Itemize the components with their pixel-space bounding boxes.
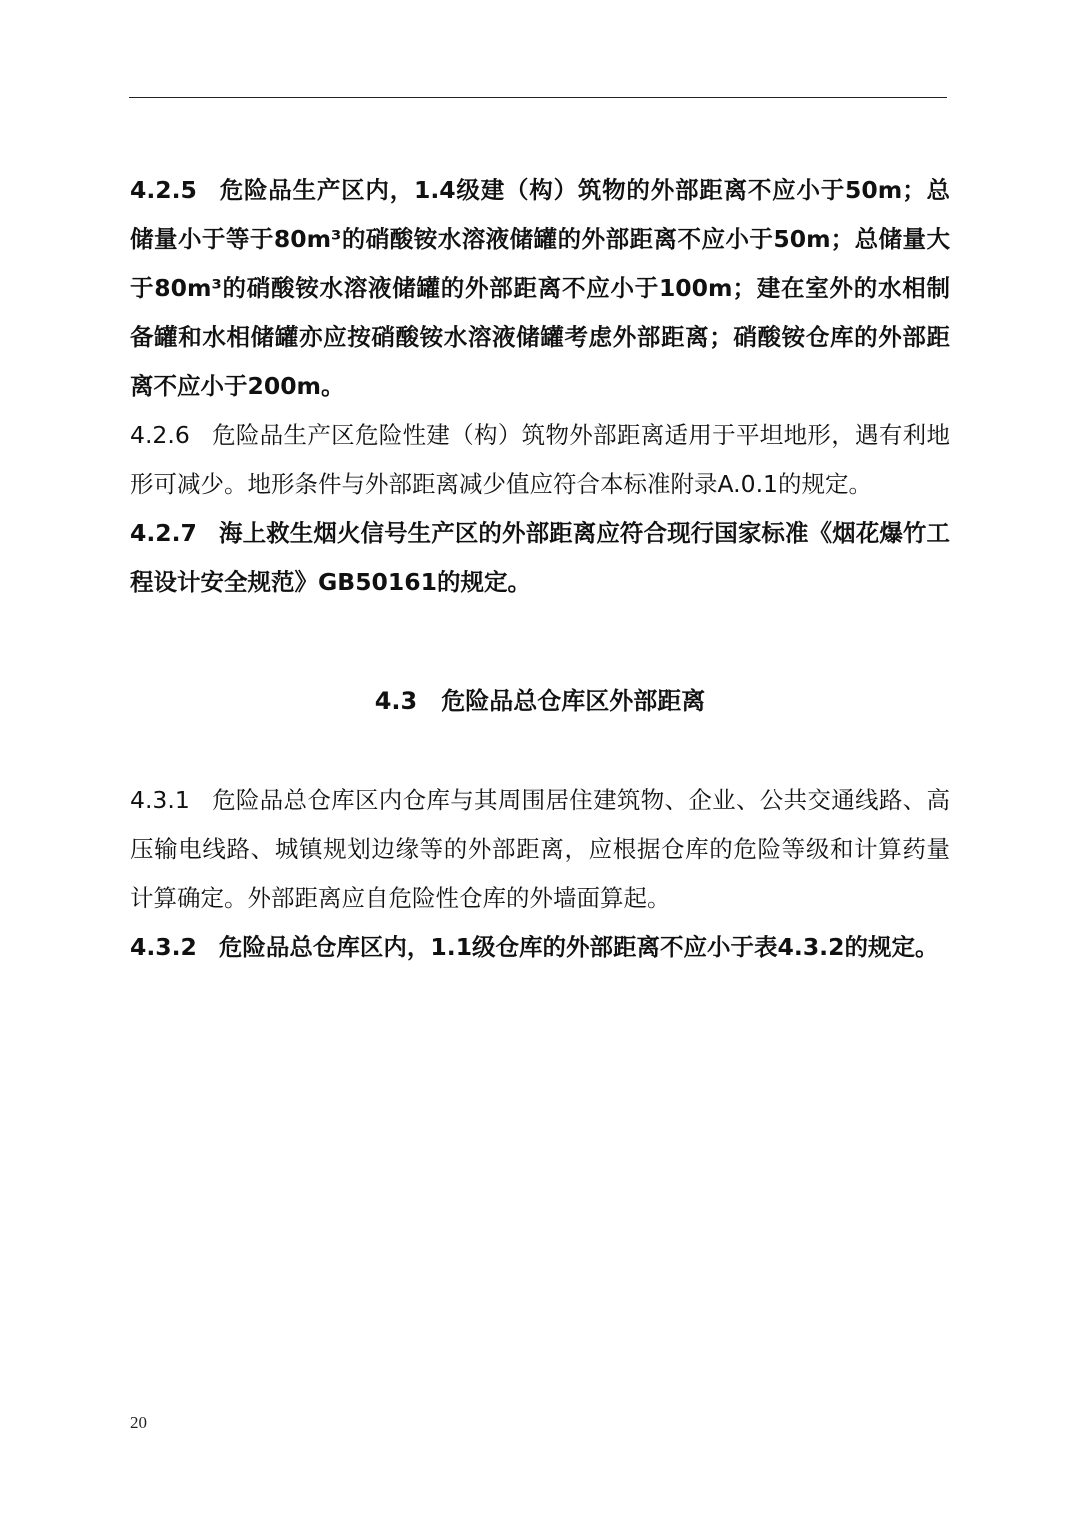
clause-4-2-5 (130, 166, 950, 411)
header-rule (129, 97, 947, 98)
page-content (130, 166, 950, 972)
section-title: 危险品总仓库区外部距离 (441, 687, 706, 715)
clause-4-3-1 (130, 776, 950, 923)
clause-number: 4.2.7 (130, 519, 197, 547)
clause-number: 4.2.6 (130, 421, 190, 449)
page-number: 20 (130, 1413, 147, 1432)
section-heading (130, 677, 950, 726)
clause-text: 危险品总仓库区内，1.1级仓库的外部距离不应小于表4.3.2的规定。 (218, 933, 939, 961)
clause-number: 4.3.1 (130, 786, 190, 814)
clause-text: 危险品生产区内，1.4级建（构）筑物的外部距离不应小于50m；总储量小于等于80m³的硝酸铵水溶液储罐的外部距离不应小于50m；总储量大于80m³的硝酸铵水溶液储罐的外部距离不应小于100m；建在室外的水相制备罐和水相储罐亦应按硝酸铵水溶液储罐考虑外部距离；硝酸铵仓库的外部距离不应小于200m。 (130, 176, 950, 400)
clause-text: 海上救生烟火信号生产区的外部距离应符合现行国家标准《烟花爆竹工程设计安全规范》GB50161的规定。 (130, 519, 950, 596)
section-number: 4.3 (374, 687, 418, 715)
clause-text: 危险品总仓库区内仓库与其周围居住建筑物、企业、公共交通线路、高压输电线路、城镇规划边缘等的外部距离，应根据仓库的危险等级和计算药量计算确定。外部距离应自危险性仓库的外墙面算起。 (130, 786, 950, 912)
clause-4-3-2 (130, 923, 950, 972)
clause-4-2-6 (130, 411, 950, 509)
clause-number: 4.3.2 (130, 933, 197, 961)
clause-text: 危险品生产区危险性建（构）筑物外部距离适用于平坦地形，遇有利地形可减少。地形条件与外部距离减少值应符合本标准附录A.0.1的规定。 (130, 421, 950, 498)
clause-number: 4.2.5 (130, 176, 197, 204)
clause-4-2-7 (130, 509, 950, 607)
